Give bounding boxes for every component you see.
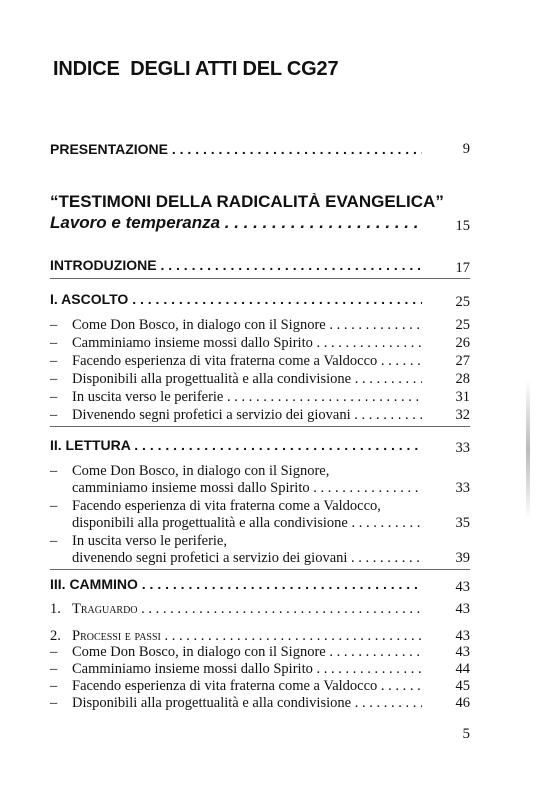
toc-subentry-line2[interactable] [0, 514, 540, 532]
dash: – [50, 661, 58, 677]
toc-sublabel: Disponibili alla progettualità e alla condivisione . . . [72, 694, 422, 712]
toc-entry-lavoro[interactable] [0, 214, 540, 232]
toc-page: 26 [455, 335, 470, 351]
toc-page: 43 [455, 644, 470, 660]
toc-sublabel: Facendo esperienza di vita fraterna come a Valdocco . . . [72, 352, 422, 370]
dash: – [50, 389, 58, 405]
toc-label: III. CAMMINO . . . [50, 575, 422, 593]
toc-subentry[interactable] [0, 370, 540, 388]
page-number: 5 [462, 726, 470, 742]
toc-subentry[interactable] [0, 660, 540, 678]
divider [50, 426, 470, 427]
toc-label: I. ASCOLTO . . . [50, 290, 422, 308]
toc-subentry-line1[interactable] [0, 532, 540, 550]
toc-entry-cammino[interactable] [0, 575, 540, 593]
section-number: 1. [50, 601, 61, 617]
toc-page: 32 [455, 407, 470, 423]
section-number: 2. [50, 628, 61, 644]
toc-subentry[interactable] [0, 334, 540, 352]
toc-subentry[interactable] [0, 352, 540, 370]
toc-page: 43 [455, 579, 470, 595]
heading-line2: Lavoro e temperanza . . . [50, 214, 422, 232]
toc-sublabel: Disponibili alla progettualità e alla condivisione . . . [72, 370, 422, 388]
toc-page: 28 [455, 371, 470, 387]
divider [50, 569, 470, 570]
toc-page: 46 [455, 695, 470, 711]
dash: – [50, 533, 58, 549]
toc-sublabel: Facendo esperienza di vita fraterna come a Valdocco, [72, 498, 381, 514]
toc-sublabel: In uscita verso le periferie, [72, 533, 227, 549]
toc-page: 35 [455, 515, 470, 531]
toc-entry-traguardo[interactable] [0, 600, 540, 618]
toc-page: 33 [455, 480, 470, 496]
toc-page: 45 [455, 678, 470, 694]
scan-shadow [526, 380, 530, 520]
dash: – [50, 353, 58, 369]
toc-sublabel: Come Don Bosco, in dialogo con il Signore . . . [72, 316, 422, 334]
dash: – [50, 407, 58, 423]
toc-page: 27 [455, 353, 470, 369]
toc-page: 15 [455, 218, 470, 234]
toc-entry-introduzione[interactable] [0, 256, 540, 274]
toc-label: PRESENTAZIONE . . . [50, 140, 422, 158]
toc-sublabel: Facendo esperienza di vita fraterna come a Valdocco . . . [72, 677, 422, 695]
toc-sublabel: Processi e passi . . . [72, 627, 422, 645]
toc-subentry[interactable] [0, 643, 540, 661]
toc-subentry[interactable] [0, 677, 540, 695]
toc-sublabel: Divenendo segni profetici a servizio dei giovani . . . [72, 406, 422, 424]
toc-subentry-line1[interactable] [0, 497, 540, 515]
toc-sublabel: Traguardo . . . [72, 600, 422, 618]
toc-subentry[interactable] [0, 316, 540, 334]
divider [50, 278, 470, 279]
toc-page: 17 [455, 260, 470, 276]
toc-subentry-line1[interactable] [0, 462, 540, 480]
dash: – [50, 644, 58, 660]
toc-page: 44 [455, 661, 470, 677]
dash: – [50, 498, 58, 514]
dash: – [50, 371, 58, 387]
toc-heading [0, 193, 540, 211]
toc-label: INTRODUZIONE . . . [50, 256, 422, 274]
toc-entry-lettura[interactable] [0, 436, 540, 454]
toc-sublabel: In uscita verso le periferie . . . [72, 388, 422, 406]
dash: – [50, 678, 58, 694]
toc-entry-ascolto[interactable] [0, 290, 540, 308]
toc-subentry[interactable] [0, 388, 540, 406]
toc-page: 25 [455, 294, 470, 310]
toc-page: 43 [455, 628, 470, 644]
toc-sublabel: Come Don Bosco, in dialogo con il Signore, [72, 463, 330, 479]
dash: – [50, 335, 58, 351]
toc-page: 39 [455, 550, 470, 566]
toc-subentry-line2[interactable] [0, 549, 540, 567]
dash: – [50, 463, 58, 479]
toc-subentry[interactable] [0, 694, 540, 712]
toc-page: 31 [455, 389, 470, 405]
toc-page: 9 [462, 141, 470, 157]
toc-page: 25 [455, 317, 470, 333]
toc-label: II. LETTURA . . . [50, 436, 422, 454]
toc-sublabel: disponibili alla progettualità e alla condivisione . . . [72, 514, 422, 532]
toc-sublabel: camminiamo insieme mossi dallo Spirito . . . [72, 479, 422, 497]
heading-line1: “TESTIMONI DELLA RADICALITÀ EVANGELICA” [50, 193, 444, 211]
toc-subentry-line2[interactable] [0, 479, 540, 497]
toc-sublabel: Camminiamo insieme mossi dallo Spirito . . . [72, 334, 422, 352]
page-title: INDICE DEGLI ATTI DEL CG27 [53, 58, 339, 80]
toc-page: 43 [455, 601, 470, 617]
dash: – [50, 695, 58, 711]
dash: – [50, 317, 58, 333]
toc-subentry[interactable] [0, 406, 540, 424]
toc-page: 33 [455, 440, 470, 456]
toc-entry-presentazione[interactable] [0, 140, 540, 158]
toc-sublabel: Come Don Bosco, in dialogo con il Signore . . . [72, 643, 422, 661]
toc-sublabel: divenendo segni profetici a servizio dei giovani . . . [72, 549, 422, 567]
toc-sublabel: Camminiamo insieme mossi dallo Spirito . . . [72, 660, 422, 678]
